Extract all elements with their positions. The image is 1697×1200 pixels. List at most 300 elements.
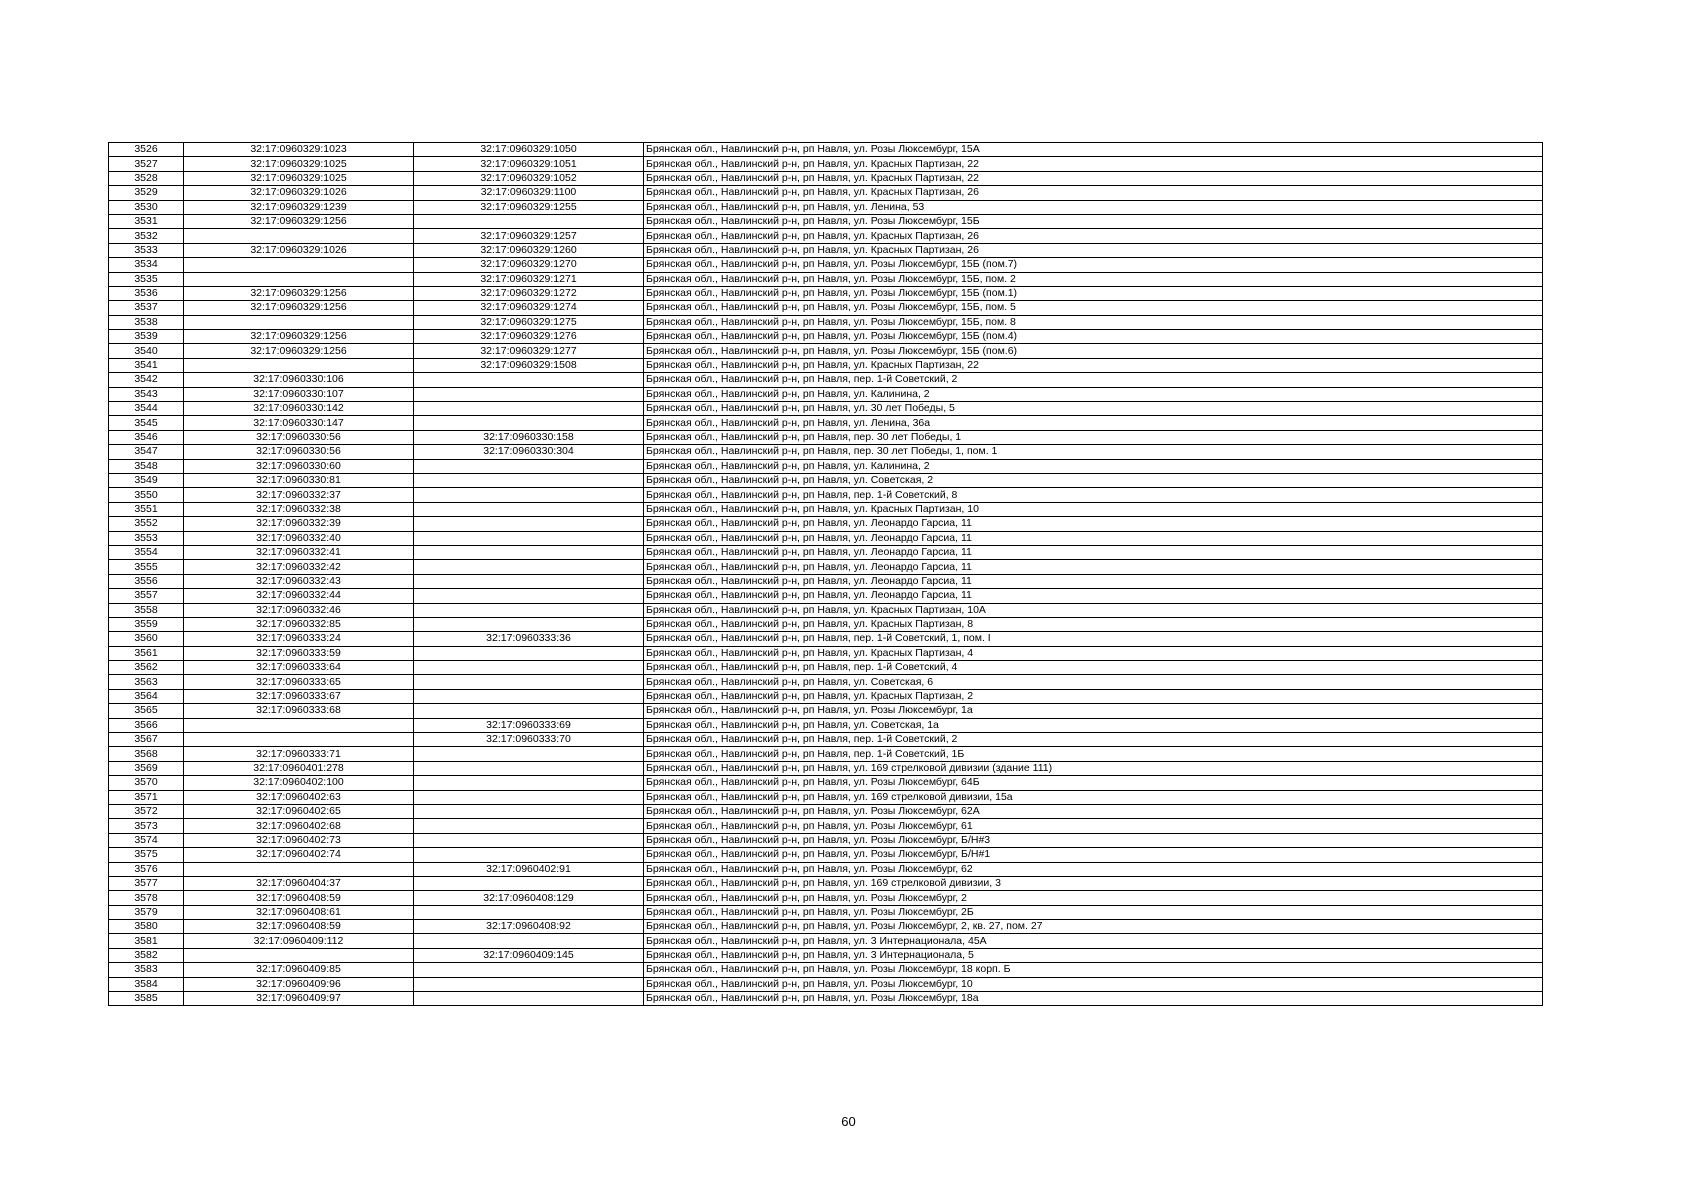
table-row [109, 934, 1543, 948]
table-row [109, 445, 1543, 459]
object-cadastral-number-cell [414, 848, 644, 862]
page-number: 60 [841, 1114, 856, 1129]
row-number-cell: 3583 [109, 963, 184, 977]
row-number-cell: 3532 [109, 229, 184, 243]
address-cell: Брянская обл., Навлинский р-н, рп Навля, ул. Розы Люксембург, 15Б (пом.7) [644, 258, 1543, 272]
object-cadastral-number-cell: 32:17:0960329:1276 [414, 330, 644, 344]
address-cell: Брянская обл., Навлинский р-н, рп Навля, ул. Калинина, 2 [644, 387, 1543, 401]
land-cadastral-number-cell: 32:17:0960332:39 [184, 517, 414, 531]
object-cadastral-number-cell: 32:17:0960329:1277 [414, 344, 644, 358]
address-cell: Брянская обл., Навлинский р-н, рп Навля, пер. 1-й Советский, 4 [644, 661, 1543, 675]
object-cadastral-number-cell [414, 589, 644, 603]
row-number-cell: 3585 [109, 992, 184, 1006]
address-cell: Брянская обл., Навлинский р-н, рп Навля, ул. Леонардо Гарсиа, 11 [644, 545, 1543, 559]
address-cell: Брянская обл., Навлинский р-н, рп Навля, пер. 1-й Советский, 2 [644, 373, 1543, 387]
row-number-cell: 3543 [109, 387, 184, 401]
row-number-cell: 3575 [109, 848, 184, 862]
row-number-cell: 3558 [109, 603, 184, 617]
object-cadastral-number-cell: 32:17:0960329:1100 [414, 186, 644, 200]
row-number-cell: 3564 [109, 689, 184, 703]
table-row [109, 819, 1543, 833]
row-number-cell: 3534 [109, 258, 184, 272]
table-row [109, 214, 1543, 228]
object-cadastral-number-cell [414, 603, 644, 617]
object-cadastral-number-cell: 32:17:0960329:1052 [414, 171, 644, 185]
address-cell: Брянская обл., Навлинский р-н, рп Навля, ул. Розы Люксембург, 1а [644, 704, 1543, 718]
object-cadastral-number-cell: 32:17:0960329:1274 [414, 301, 644, 315]
table-row [109, 617, 1543, 631]
table-row [109, 646, 1543, 660]
address-cell: Брянская обл., Навлинский р-н, рп Навля, ул. Красных Партизан, 2 [644, 689, 1543, 703]
object-cadastral-number-cell [414, 992, 644, 1006]
land-cadastral-number-cell: 32:17:0960330:81 [184, 473, 414, 487]
land-cadastral-number-cell [184, 358, 414, 372]
object-cadastral-number-cell: 32:17:0960330:304 [414, 445, 644, 459]
address-cell: Брянская обл., Навлинский р-н, рп Навля, ул. 30 лет Победы, 5 [644, 402, 1543, 416]
table-row [109, 502, 1543, 516]
land-cadastral-number-cell: 32:17:0960329:1256 [184, 330, 414, 344]
address-cell: Брянская обл., Навлинский р-н, рп Навля, ул. Розы Люксембург, Б/Н#1 [644, 848, 1543, 862]
table-row [109, 459, 1543, 473]
address-cell: Брянская обл., Навлинский р-н, рп Навля, пер. 30 лет Победы, 1, пом. 1 [644, 445, 1543, 459]
table-row [109, 531, 1543, 545]
table-row [109, 977, 1543, 991]
address-cell: Брянская обл., Навлинский р-н, рп Навля, ул. Ленина, 36а [644, 416, 1543, 430]
object-cadastral-number-cell [414, 804, 644, 818]
address-cell: Брянская обл., Навлинский р-н, рп Навля, ул. Розы Люксембург, 15Б (пом.4) [644, 330, 1543, 344]
table-row [109, 876, 1543, 890]
row-number-cell: 3576 [109, 862, 184, 876]
land-cadastral-number-cell: 32:17:0960332:40 [184, 531, 414, 545]
address-cell: Брянская обл., Навлинский р-н, рп Навля, ул. Красных Партизан, 4 [644, 646, 1543, 660]
land-cadastral-number-cell [184, 733, 414, 747]
table-row [109, 373, 1543, 387]
object-cadastral-number-cell [414, 373, 644, 387]
land-cadastral-number-cell: 32:17:0960409:112 [184, 934, 414, 948]
land-cadastral-number-cell: 32:17:0960402:73 [184, 833, 414, 847]
object-cadastral-number-cell [414, 833, 644, 847]
object-cadastral-number-cell: 32:17:0960329:1255 [414, 200, 644, 214]
land-cadastral-number-cell: 32:17:0960333:71 [184, 747, 414, 761]
table-row [109, 416, 1543, 430]
row-number-cell: 3539 [109, 330, 184, 344]
object-cadastral-number-cell [414, 689, 644, 703]
table-row [109, 560, 1543, 574]
row-number-cell: 3552 [109, 517, 184, 531]
object-cadastral-number-cell [414, 646, 644, 660]
row-number-cell: 3560 [109, 632, 184, 646]
address-cell: Брянская обл., Навлинский р-н, рп Навля, ул. Красных Партизан, 22 [644, 358, 1543, 372]
address-cell: Брянская обл., Навлинский р-н, рп Навля, ул. Розы Люксембург, 18 корп. Б [644, 963, 1543, 977]
object-cadastral-number-cell: 32:17:0960330:158 [414, 430, 644, 444]
object-cadastral-number-cell: 32:17:0960408:129 [414, 891, 644, 905]
table-row [109, 344, 1543, 358]
address-cell: Брянская обл., Навлинский р-н, рп Навля, ул. Розы Люксембург, 61 [644, 819, 1543, 833]
row-number-cell: 3551 [109, 502, 184, 516]
row-number-cell: 3547 [109, 445, 184, 459]
object-cadastral-number-cell [414, 790, 644, 804]
land-cadastral-number-cell: 32:17:0960330:106 [184, 373, 414, 387]
land-cadastral-number-cell: 32:17:0960332:42 [184, 560, 414, 574]
address-cell: Брянская обл., Навлинский р-н, рп Навля, ул. Красных Партизан, 26 [644, 186, 1543, 200]
address-cell: Брянская обл., Навлинский р-н, рп Навля, ул. Советская, 2 [644, 473, 1543, 487]
table-row [109, 157, 1543, 171]
table-row [109, 402, 1543, 416]
row-number-cell: 3529 [109, 186, 184, 200]
object-cadastral-number-cell [414, 747, 644, 761]
object-cadastral-number-cell [414, 934, 644, 948]
land-cadastral-number-cell: 32:17:0960402:68 [184, 819, 414, 833]
table-row [109, 358, 1543, 372]
registry-table-body [109, 143, 1543, 1006]
object-cadastral-number-cell: 32:17:0960333:36 [414, 632, 644, 646]
land-cadastral-number-cell: 32:17:0960332:37 [184, 488, 414, 502]
object-cadastral-number-cell [414, 416, 644, 430]
row-number-cell: 3561 [109, 646, 184, 660]
land-cadastral-number-cell: 32:17:0960330:60 [184, 459, 414, 473]
land-cadastral-number-cell: 32:17:0960333:68 [184, 704, 414, 718]
object-cadastral-number-cell: 32:17:0960329:1270 [414, 258, 644, 272]
row-number-cell: 3565 [109, 704, 184, 718]
land-cadastral-number-cell: 32:17:0960330:142 [184, 402, 414, 416]
address-cell: Брянская обл., Навлинский р-н, рп Навля, ул. Красных Партизан, 22 [644, 171, 1543, 185]
object-cadastral-number-cell [414, 488, 644, 502]
land-cadastral-number-cell: 32:17:0960329:1025 [184, 157, 414, 171]
land-cadastral-number-cell: 32:17:0960332:41 [184, 545, 414, 559]
row-number-cell: 3546 [109, 430, 184, 444]
row-number-cell: 3568 [109, 747, 184, 761]
table-row [109, 862, 1543, 876]
address-cell: Брянская обл., Навлинский р-н, рп Навля, ул. Леонардо Гарсиа, 11 [644, 560, 1543, 574]
table-row [109, 430, 1543, 444]
object-cadastral-number-cell [414, 574, 644, 588]
row-number-cell: 3550 [109, 488, 184, 502]
row-number-cell: 3526 [109, 143, 184, 157]
table-row [109, 589, 1543, 603]
land-cadastral-number-cell: 32:17:0960333:64 [184, 661, 414, 675]
table-row [109, 143, 1543, 157]
land-cadastral-number-cell: 32:17:0960402:65 [184, 804, 414, 818]
land-cadastral-number-cell: 32:17:0960401:278 [184, 761, 414, 775]
object-cadastral-number-cell: 32:17:0960402:91 [414, 862, 644, 876]
table-row [109, 517, 1543, 531]
object-cadastral-number-cell: 32:17:0960333:69 [414, 718, 644, 732]
row-number-cell: 3535 [109, 272, 184, 286]
address-cell: Брянская обл., Навлинский р-н, рп Навля, ул. 169 стрелковой дивизии (здание 111) [644, 761, 1543, 775]
address-cell: Брянская обл., Навлинский р-н, рп Навля, ул. Розы Люксембург, 15Б, пом. 5 [644, 301, 1543, 315]
object-cadastral-number-cell [414, 675, 644, 689]
table-row [109, 171, 1543, 185]
address-cell: Брянская обл., Навлинский р-н, рп Навля, ул. Розы Люксембург, 18а [644, 992, 1543, 1006]
land-cadastral-number-cell: 32:17:0960402:63 [184, 790, 414, 804]
object-cadastral-number-cell [414, 387, 644, 401]
table-row [109, 272, 1543, 286]
object-cadastral-number-cell [414, 905, 644, 919]
address-cell: Брянская обл., Навлинский р-н, рп Навля, ул. Розы Люксембург, 2Б [644, 905, 1543, 919]
land-cadastral-number-cell: 32:17:0960402:100 [184, 776, 414, 790]
object-cadastral-number-cell: 32:17:0960333:70 [414, 733, 644, 747]
address-cell: Брянская обл., Навлинский р-н, рп Навля, ул. Розы Люксембург, 2, кв. 27, пом. 27 [644, 920, 1543, 934]
land-cadastral-number-cell: 32:17:0960409:96 [184, 977, 414, 991]
table-row [109, 229, 1543, 243]
object-cadastral-number-cell [414, 402, 644, 416]
row-number-cell: 3536 [109, 286, 184, 300]
row-number-cell: 3548 [109, 459, 184, 473]
row-number-cell: 3544 [109, 402, 184, 416]
table-row [109, 761, 1543, 775]
table-row [109, 200, 1543, 214]
row-number-cell: 3581 [109, 934, 184, 948]
land-cadastral-number-cell: 32:17:0960329:1256 [184, 214, 414, 228]
table-row [109, 733, 1543, 747]
object-cadastral-number-cell: 32:17:0960409:145 [414, 948, 644, 962]
land-cadastral-number-cell: 32:17:0960409:85 [184, 963, 414, 977]
address-cell: Брянская обл., Навлинский р-н, рп Навля, ул. Красных Партизан, 10А [644, 603, 1543, 617]
land-cadastral-number-cell: 32:17:0960329:1025 [184, 171, 414, 185]
table-row [109, 243, 1543, 257]
land-cadastral-number-cell: 32:17:0960402:74 [184, 848, 414, 862]
table-row [109, 574, 1543, 588]
land-cadastral-number-cell: 32:17:0960333:65 [184, 675, 414, 689]
object-cadastral-number-cell [414, 617, 644, 631]
address-cell: Брянская обл., Навлинский р-н, рп Навля, ул. Леонардо Гарсиа, 11 [644, 589, 1543, 603]
land-cadastral-number-cell [184, 862, 414, 876]
address-cell: Брянская обл., Навлинский р-н, рп Навля, ул. 3 Интернационала, 45А [644, 934, 1543, 948]
address-cell: Брянская обл., Навлинский р-н, рп Навля, ул. Розы Люксембург, 15А [644, 143, 1543, 157]
registry-table [108, 142, 1543, 1006]
object-cadastral-number-cell: 32:17:0960408:92 [414, 920, 644, 934]
row-number-cell: 3545 [109, 416, 184, 430]
object-cadastral-number-cell: 32:17:0960329:1508 [414, 358, 644, 372]
object-cadastral-number-cell [414, 560, 644, 574]
address-cell: Брянская обл., Навлинский р-н, рп Навля, ул. 169 стрелковой дивизии, 15а [644, 790, 1543, 804]
address-cell: Брянская обл., Навлинский р-н, рп Навля, пер. 1-й Советский, 1Б [644, 747, 1543, 761]
land-cadastral-number-cell: 32:17:0960404:37 [184, 876, 414, 890]
object-cadastral-number-cell: 32:17:0960329:1257 [414, 229, 644, 243]
address-cell: Брянская обл., Навлинский р-н, рп Навля, ул. Красных Партизан, 26 [644, 243, 1543, 257]
row-number-cell: 3562 [109, 661, 184, 675]
address-cell: Брянская обл., Навлинский р-н, рп Навля, ул. 169 стрелковой дивизии, 3 [644, 876, 1543, 890]
address-cell: Брянская обл., Навлинский р-н, рп Навля, ул. Розы Люксембург, Б/Н#3 [644, 833, 1543, 847]
row-number-cell: 3566 [109, 718, 184, 732]
address-cell: Брянская обл., Навлинский р-н, рп Навля, ул. Красных Партизан, 26 [644, 229, 1543, 243]
address-cell: Брянская обл., Навлинский р-н, рп Навля, ул. Розы Люксембург, 2 [644, 891, 1543, 905]
object-cadastral-number-cell [414, 459, 644, 473]
table-row [109, 948, 1543, 962]
row-number-cell: 3554 [109, 545, 184, 559]
table-row [109, 632, 1543, 646]
address-cell: Брянская обл., Навлинский р-н, рп Навля, ул. Розы Люксембург, 15Б, пом. 2 [644, 272, 1543, 286]
object-cadastral-number-cell: 32:17:0960329:1260 [414, 243, 644, 257]
land-cadastral-number-cell [184, 229, 414, 243]
row-number-cell: 3571 [109, 790, 184, 804]
land-cadastral-number-cell: 32:17:0960408:61 [184, 905, 414, 919]
table-row [109, 330, 1543, 344]
address-cell: Брянская обл., Навлинский р-н, рп Навля, ул. Советская, 6 [644, 675, 1543, 689]
table-row [109, 963, 1543, 977]
land-cadastral-number-cell: 32:17:0960329:1023 [184, 143, 414, 157]
table-row [109, 675, 1543, 689]
table-row [109, 661, 1543, 675]
land-cadastral-number-cell [184, 258, 414, 272]
table-row [109, 387, 1543, 401]
row-number-cell: 3567 [109, 733, 184, 747]
table-row [109, 545, 1543, 559]
land-cadastral-number-cell: 32:17:0960329:1239 [184, 200, 414, 214]
table-row [109, 689, 1543, 703]
land-cadastral-number-cell [184, 272, 414, 286]
land-cadastral-number-cell: 32:17:0960332:38 [184, 502, 414, 516]
table-row [109, 488, 1543, 502]
table-row [109, 992, 1543, 1006]
row-number-cell: 3573 [109, 819, 184, 833]
address-cell: Брянская обл., Навлинский р-н, рп Навля, пер. 1-й Советский, 2 [644, 733, 1543, 747]
address-cell: Брянская обл., Навлинский р-н, рп Навля, ул. Леонардо Гарсиа, 11 [644, 531, 1543, 545]
address-cell: Брянская обл., Навлинский р-н, рп Навля, ул. Красных Партизан, 22 [644, 157, 1543, 171]
land-cadastral-number-cell: 32:17:0960408:59 [184, 891, 414, 905]
address-cell: Брянская обл., Навлинский р-н, рп Навля, ул. Леонардо Гарсиа, 11 [644, 517, 1543, 531]
land-cadastral-number-cell: 32:17:0960329:1256 [184, 344, 414, 358]
object-cadastral-number-cell [414, 214, 644, 228]
land-cadastral-number-cell: 32:17:0960332:44 [184, 589, 414, 603]
land-cadastral-number-cell: 32:17:0960408:59 [184, 920, 414, 934]
row-number-cell: 3577 [109, 876, 184, 890]
row-number-cell: 3570 [109, 776, 184, 790]
land-cadastral-number-cell: 32:17:0960329:1256 [184, 301, 414, 315]
row-number-cell: 3528 [109, 171, 184, 185]
address-cell: Брянская обл., Навлинский р-н, рп Навля, пер. 1-й Советский, 1, пом. I [644, 632, 1543, 646]
land-cadastral-number-cell [184, 948, 414, 962]
land-cadastral-number-cell: 32:17:0960333:24 [184, 632, 414, 646]
land-cadastral-number-cell: 32:17:0960330:107 [184, 387, 414, 401]
address-cell: Брянская обл., Навлинский р-н, рп Навля, ул. Красных Партизан, 8 [644, 617, 1543, 631]
object-cadastral-number-cell [414, 531, 644, 545]
table-row [109, 258, 1543, 272]
row-number-cell: 3549 [109, 473, 184, 487]
land-cadastral-number-cell: 32:17:0960329:1026 [184, 186, 414, 200]
table-row [109, 920, 1543, 934]
table-row [109, 603, 1543, 617]
row-number-cell: 3533 [109, 243, 184, 257]
row-number-cell: 3579 [109, 905, 184, 919]
table-row [109, 286, 1543, 300]
land-cadastral-number-cell: 32:17:0960333:67 [184, 689, 414, 703]
address-cell: Брянская обл., Навлинский р-н, рп Навля, ул. Розы Люксембург, 62 [644, 862, 1543, 876]
table-row [109, 891, 1543, 905]
object-cadastral-number-cell: 32:17:0960329:1271 [414, 272, 644, 286]
object-cadastral-number-cell: 32:17:0960329:1275 [414, 315, 644, 329]
object-cadastral-number-cell [414, 761, 644, 775]
object-cadastral-number-cell: 32:17:0960329:1051 [414, 157, 644, 171]
table-row [109, 833, 1543, 847]
address-cell: Брянская обл., Навлинский р-н, рп Навля, ул. Ленина, 53 [644, 200, 1543, 214]
address-cell: Брянская обл., Навлинский р-н, рп Навля, пер. 30 лет Победы, 1 [644, 430, 1543, 444]
land-cadastral-number-cell: 32:17:0960330:56 [184, 430, 414, 444]
row-number-cell: 3540 [109, 344, 184, 358]
object-cadastral-number-cell [414, 963, 644, 977]
row-number-cell: 3556 [109, 574, 184, 588]
table-row [109, 718, 1543, 732]
address-cell: Брянская обл., Навлинский р-н, рп Навля, ул. Розы Люксембург, 15Б [644, 214, 1543, 228]
row-number-cell: 3542 [109, 373, 184, 387]
row-number-cell: 3541 [109, 358, 184, 372]
table-row [109, 704, 1543, 718]
land-cadastral-number-cell: 32:17:0960330:147 [184, 416, 414, 430]
address-cell: Брянская обл., Навлинский р-н, рп Навля, ул. Советская, 1а [644, 718, 1543, 732]
object-cadastral-number-cell [414, 473, 644, 487]
table-row [109, 790, 1543, 804]
row-number-cell: 3531 [109, 214, 184, 228]
row-number-cell: 3578 [109, 891, 184, 905]
land-cadastral-number-cell: 32:17:0960332:43 [184, 574, 414, 588]
address-cell: Брянская обл., Навлинский р-н, рп Навля, ул. Розы Люксембург, 10 [644, 977, 1543, 991]
row-number-cell: 3557 [109, 589, 184, 603]
address-cell: Брянская обл., Навлинский р-н, рп Навля, ул. 3 Интернационала, 5 [644, 948, 1543, 962]
row-number-cell: 3537 [109, 301, 184, 315]
row-number-cell: 3574 [109, 833, 184, 847]
address-cell: Брянская обл., Навлинский р-н, рп Навля, ул. Розы Люксембург, 15Б (пом.6) [644, 344, 1543, 358]
object-cadastral-number-cell [414, 661, 644, 675]
table-row [109, 315, 1543, 329]
address-cell: Брянская обл., Навлинский р-н, рп Навля, ул. Розы Люксембург, 62А [644, 804, 1543, 818]
row-number-cell: 3582 [109, 948, 184, 962]
land-cadastral-number-cell [184, 718, 414, 732]
table-row [109, 747, 1543, 761]
land-cadastral-number-cell: 32:17:0960329:1026 [184, 243, 414, 257]
land-cadastral-number-cell: 32:17:0960332:85 [184, 617, 414, 631]
address-cell: Брянская обл., Навлинский р-н, рп Навля, ул. Розы Люксембург, 15Б (пом.1) [644, 286, 1543, 300]
table-row [109, 905, 1543, 919]
object-cadastral-number-cell: 32:17:0960329:1050 [414, 143, 644, 157]
row-number-cell: 3580 [109, 920, 184, 934]
row-number-cell: 3563 [109, 675, 184, 689]
table-row [109, 301, 1543, 315]
address-cell: Брянская обл., Навлинский р-н, рп Навля, ул. Розы Люксембург, 64Б [644, 776, 1543, 790]
table-row [109, 186, 1543, 200]
row-number-cell: 3572 [109, 804, 184, 818]
row-number-cell: 3559 [109, 617, 184, 631]
object-cadastral-number-cell [414, 545, 644, 559]
object-cadastral-number-cell [414, 819, 644, 833]
table-row [109, 473, 1543, 487]
address-cell: Брянская обл., Навлинский р-н, рп Навля, ул. Розы Люксембург, 15Б, пом. 8 [644, 315, 1543, 329]
address-cell: Брянская обл., Навлинский р-н, рп Навля, ул. Леонардо Гарсиа, 11 [644, 574, 1543, 588]
row-number-cell: 3569 [109, 761, 184, 775]
object-cadastral-number-cell [414, 876, 644, 890]
land-cadastral-number-cell: 32:17:0960409:97 [184, 992, 414, 1006]
address-cell: Брянская обл., Навлинский р-н, рп Навля, ул. Красных Партизан, 10 [644, 502, 1543, 516]
land-cadastral-number-cell: 32:17:0960329:1256 [184, 286, 414, 300]
object-cadastral-number-cell [414, 977, 644, 991]
land-cadastral-number-cell: 32:17:0960332:46 [184, 603, 414, 617]
object-cadastral-number-cell [414, 704, 644, 718]
row-number-cell: 3555 [109, 560, 184, 574]
object-cadastral-number-cell: 32:17:0960329:1272 [414, 286, 644, 300]
address-cell: Брянская обл., Навлинский р-н, рп Навля, ул. Калинина, 2 [644, 459, 1543, 473]
row-number-cell: 3553 [109, 531, 184, 545]
object-cadastral-number-cell [414, 776, 644, 790]
address-cell: Брянская обл., Навлинский р-н, рп Навля, пер. 1-й Советский, 8 [644, 488, 1543, 502]
row-number-cell: 3584 [109, 977, 184, 991]
row-number-cell: 3530 [109, 200, 184, 214]
row-number-cell: 3538 [109, 315, 184, 329]
table-row [109, 804, 1543, 818]
land-cadastral-number-cell [184, 315, 414, 329]
land-cadastral-number-cell: 32:17:0960333:59 [184, 646, 414, 660]
row-number-cell: 3527 [109, 157, 184, 171]
object-cadastral-number-cell [414, 517, 644, 531]
table-row [109, 776, 1543, 790]
